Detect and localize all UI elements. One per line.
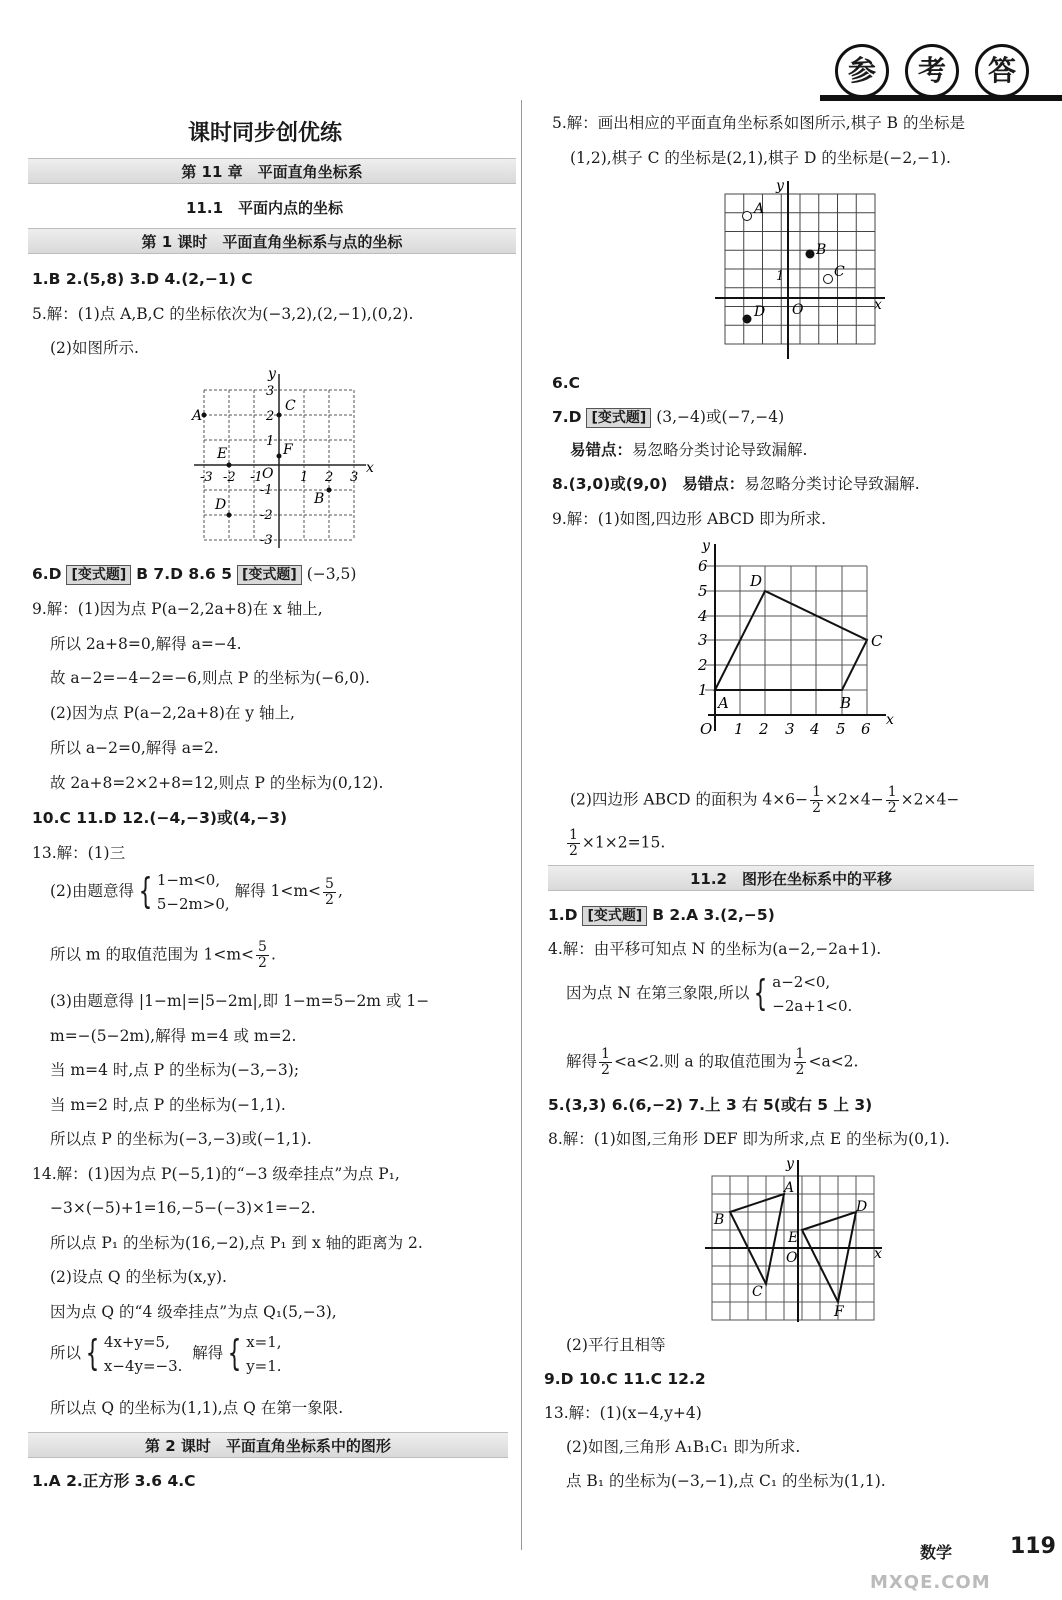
g4-pt-A: A — [784, 1180, 795, 1196]
r-q13-line1: 13.解：(1)(x−4,y+4) — [544, 1404, 702, 1422]
g3-tick: 4 — [698, 607, 708, 625]
lesson2-banner: 第 2 课时 平面直角坐标系中的图形 — [28, 1432, 508, 1458]
r-11-2-answers: 1.D [变式题] B 2.A 3.(2,−5) — [548, 906, 775, 924]
g3-tick: 5 — [698, 582, 708, 600]
header-char-2: 考 — [905, 44, 959, 98]
answers-1-4: 1.B 2.(5,8) 3.D 4.(2,−1) C — [32, 270, 253, 288]
q14-system: 所以 { 4x+y=5, x−4y=−3. 解得 { x=1, y=1. — [50, 1333, 282, 1375]
g3-tick: 2 — [698, 656, 708, 674]
r-answer-6: 6.C — [552, 374, 581, 392]
r-answer-7: 7.D [变式题] (3,−4)或(−7,−4) — [552, 408, 785, 426]
g1-tick: -1 — [260, 483, 273, 498]
graph-1-origin: O — [262, 466, 274, 482]
section2-banner: 11.2 图形在坐标系中的平移 — [548, 865, 1034, 891]
g4-pt-E: E — [788, 1230, 799, 1246]
g1-pt-D: D — [215, 497, 227, 513]
graph-4 — [700, 1156, 890, 1324]
graph-3 — [690, 536, 902, 746]
r-q4-system: 因为点 N 在第三象限,所以 { a−2<0, −2a+1<0. — [566, 973, 853, 1015]
header-char-3: 答 — [975, 44, 1029, 98]
g1-tick: -2 — [260, 508, 273, 523]
g3-tick: 1 — [734, 720, 744, 738]
graph-2-y-label: y — [776, 178, 784, 194]
r-q8-line1: 8.解：(1)如图,三角形 DEF 即为所求,点 E 的坐标为(0,1). — [548, 1130, 950, 1148]
q13-line4: m=−(5−2m),解得 m=4 或 m=2. — [50, 1027, 297, 1045]
r-answers-9-12: 9.D 10.C 11.C 12.2 — [544, 1370, 706, 1388]
g1-pt-E: E — [217, 446, 228, 462]
graph-2-x-label: x — [874, 297, 882, 313]
q13-line1: 13.解：(1)三 — [32, 844, 126, 862]
g2-pt-B: B — [816, 242, 827, 258]
variant-tag: [变式题] — [66, 565, 131, 585]
q9-line4: (2)因为点 P(a−2,2a+8)在 y 轴上, — [50, 704, 295, 722]
r-q4-range: 解得 $\frac{1}{2}$ <a<2.则 a 的取值范围为 $\frac{1}{2}$ <a<2. — [566, 1046, 859, 1078]
g2-pt-C: C — [834, 264, 845, 280]
g1-tick: 3 — [266, 384, 275, 399]
graph-1-y-label: y — [268, 368, 276, 382]
g1-pt-B: B — [314, 491, 325, 507]
q9-line1: 9.解：(1)因为点 P(a−2,2a+8)在 x 轴上, — [32, 600, 323, 618]
q5-part2: (2)如图所示. — [50, 339, 139, 357]
q13-line5: 当 m=4 时,点 P 的坐标为(−3,−3); — [50, 1061, 300, 1079]
main-title: 课时同步创优练 — [188, 121, 343, 146]
r-answer-8: 8.(3,0)或(9,0) 易错点：易忽略分类讨论导致漏解. — [552, 474, 920, 493]
q5-text: 5.解：(1)点 A,B,C 的坐标依次为(−3,2),(2,−1),(0,2). — [32, 305, 414, 323]
q14-line7: 所以点 Q 的坐标为(1,1),点 Q 在第一象限. — [50, 1399, 344, 1417]
q14-line4: (2)设点 Q 的坐标为(x,y). — [50, 1268, 227, 1286]
r-error-note-7: 易错点：易忽略分类讨论导致漏解. — [570, 440, 808, 459]
q9-line2: 所以 2a+8=0,解得 a=−4. — [50, 635, 242, 653]
q13-line6: 当 m=2 时,点 P 的坐标为(−1,1). — [50, 1096, 286, 1114]
column-divider — [521, 100, 522, 1550]
r-q9-line1: 9.解：(1)如图,四边形 ABCD 即为所求. — [552, 510, 827, 528]
graph-4-y-label: y — [786, 1156, 794, 1172]
graph-2-origin: O — [792, 302, 804, 318]
g1-pt-A: A — [192, 408, 203, 424]
g2-pt-D: D — [754, 304, 766, 320]
graph-2 — [710, 176, 890, 362]
g1-tick: -3 — [200, 470, 213, 485]
variant-tag: [变式题] — [582, 906, 647, 926]
graph-4-x-label: x — [874, 1246, 882, 1262]
g1-tick: 1 — [300, 470, 309, 485]
g1-tick: 2 — [266, 409, 275, 424]
r-q9-area: (2)四边形 ABCD 的面积为 4×6− $\frac{1}{2}$ ×2×4− $\frac{1}{2}$ ×2×4− — [570, 784, 960, 816]
graph-1 — [190, 368, 380, 550]
lesson1-banner: 第 1 课时 平面直角坐标系与点的坐标 — [28, 228, 516, 254]
g1-tick: 3 — [350, 470, 359, 485]
g1-pt-C: C — [285, 398, 296, 414]
g1-tick: 1 — [266, 434, 275, 449]
q9-line5: 所以 a−2=0,解得 a=2. — [50, 739, 219, 757]
g3-tick: 3 — [698, 631, 708, 649]
q14-line2: −3×(−5)+1=16,−5−(−3)×1=−2. — [50, 1199, 316, 1217]
q14-line5: 因为点 Q 的“4 级牵挂点”为点 Q₁(5,−3), — [50, 1303, 337, 1321]
r-q5-line1: 5.解：画出相应的平面直角坐标系如图所示,棋子 B 的坐标是 — [552, 114, 965, 132]
g3-pt-D: D — [750, 572, 763, 590]
g4-pt-B: B — [714, 1212, 725, 1228]
r-answers-5-7: 5.(3,3) 6.(6,−2) 7.上 3 右 5(或右 5 上 3) — [548, 1096, 873, 1114]
g4-pt-F: F — [834, 1304, 844, 1320]
graph-3-x-label: x — [886, 712, 894, 728]
q13-line3: (3)由题意得 |1−m|=|5−2m|,即 1−m=5−2m 或 1− — [50, 992, 430, 1010]
graph-3-y-label: y — [702, 538, 710, 554]
g1-tick: -2 — [223, 470, 236, 485]
q9-line6: 故 2a+8=2×2+8=12,则点 P 的坐标为(0,12). — [50, 774, 384, 792]
g1-tick: -3 — [260, 533, 273, 548]
variant-tag: [变式题] — [586, 408, 651, 428]
g3-tick: 2 — [759, 720, 769, 738]
graph-4-origin: O — [786, 1250, 798, 1266]
variant-tag: [变式题] — [237, 565, 302, 585]
q14-line1: 14.解：(1)因为点 P(−5,1)的“−3 级牵挂点”为点 P₁, — [32, 1165, 400, 1183]
g3-pt-C: C — [871, 632, 883, 650]
g1-tick: 2 — [325, 470, 334, 485]
g1-tick: -1 — [250, 470, 263, 485]
g1-pt-F: F — [283, 442, 293, 458]
g3-tick: 6 — [698, 557, 708, 575]
r-q13-line3: 点 B₁ 的坐标为(−3,−1),点 C₁ 的坐标为(1,1). — [566, 1472, 886, 1490]
q13-range: 所以 m 的取值范围为 1<m< $\frac{5}{2}$ . — [50, 939, 276, 971]
r-q9-area2: $\frac{1}{2}$ ×1×2=15. — [569, 827, 666, 859]
answers-lesson2: 1.A 2.正方形 3.6 4.C — [32, 1472, 196, 1490]
graph-1-x-label: x — [366, 460, 374, 476]
g4-pt-C: C — [752, 1284, 763, 1300]
g3-tick: 4 — [810, 720, 820, 738]
page-number: 119 — [1010, 1534, 1056, 1559]
g3-pt-A: A — [718, 694, 729, 712]
g3-tick: 1 — [698, 681, 708, 699]
footer-subject: 数学 — [920, 1543, 953, 1562]
q9-line3: 故 a−2=−4−2=−6,则点 P 的坐标为(−6,0). — [50, 669, 370, 687]
r-q8-part2: (2)平行且相等 — [566, 1336, 666, 1354]
r-q4-line1: 4.解：由平移可知点 N 的坐标为(a−2,−2a+1). — [548, 940, 882, 958]
graph-3-origin: O — [700, 720, 713, 738]
q14-line3: 所以点 P₁ 的坐标为(16,−2),点 P₁ 到 x 轴的距离为 2. — [50, 1234, 423, 1252]
r-q5-line2: (1,2),棋子 C 的坐标是(2,1),棋子 D 的坐标是(−2,−1). — [570, 149, 951, 167]
g3-tick: 5 — [836, 720, 846, 738]
graph-2-tick: 1 — [776, 269, 785, 284]
g3-pt-B: B — [840, 694, 852, 712]
header-char-1: 参 — [835, 44, 889, 98]
g4-pt-D: D — [856, 1199, 868, 1215]
g2-pt-A: A — [754, 201, 765, 217]
q13-system: (2)由题意得 { 1−m<0, 5−2m>0, 解得 1<m< $\frac{5}{2}$ , — [50, 871, 343, 913]
q13-line7: 所以点 P 的坐标为(−3,−3)或(−1,1). — [50, 1130, 312, 1148]
header-bar — [820, 95, 1062, 101]
section-title: 11.1 平面内点的坐标 — [186, 199, 344, 217]
answers-10-12: 10.C 11.D 12.(−4,−3)或(4,−3) — [32, 809, 288, 827]
watermark: MXQE.COM — [870, 1572, 991, 1593]
r-q13-line2: (2)如图,三角形 A₁B₁C₁ 即为所求. — [566, 1438, 801, 1456]
g3-tick: 6 — [861, 720, 871, 738]
answers-6-8: 6.D [变式题] B 7.D 8.6 5 [变式题] (−3,5) — [32, 565, 357, 583]
chapter-banner: 第 11 章 平面直角坐标系 — [28, 158, 516, 184]
g3-tick: 3 — [785, 720, 795, 738]
